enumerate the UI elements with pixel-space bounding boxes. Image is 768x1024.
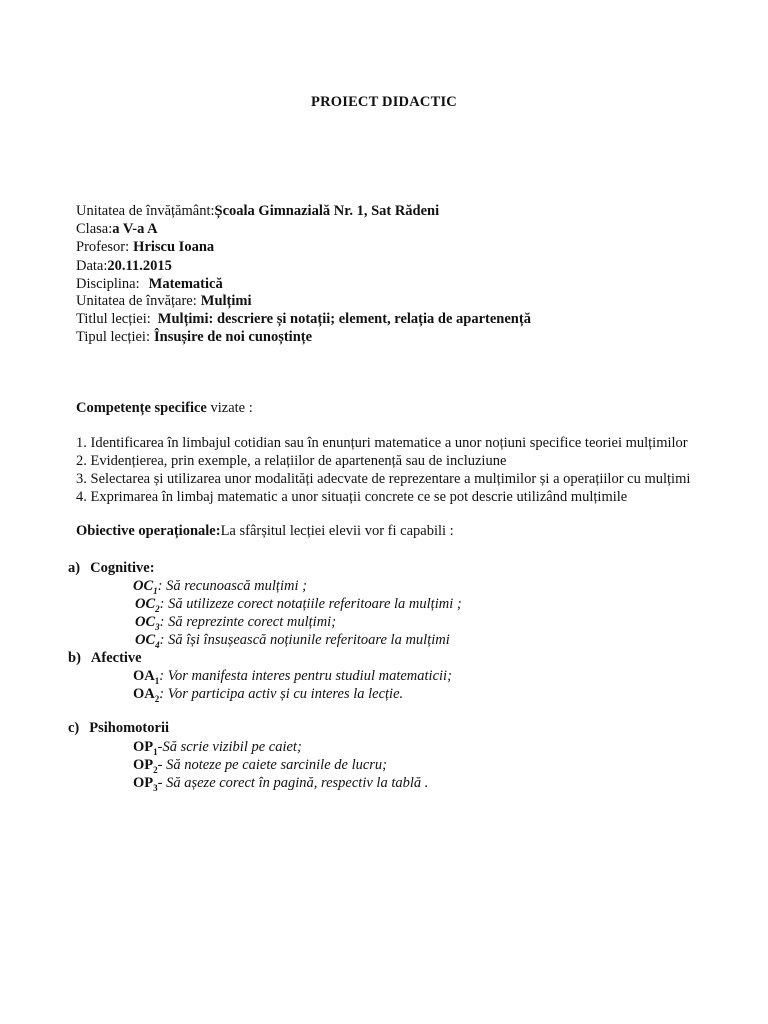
- info-unitate-invatare: [76, 292, 252, 310]
- obiectiv-text: : Vor participa activ și cu interes la lecție.: [159, 686, 404, 702]
- competenta-item: 3. Selectarea și utilizarea unor modalități adecvate de reprezentare a mulțimilor și a operațiilor cu mulțimi: [76, 471, 691, 487]
- info-data: [76, 257, 172, 275]
- obiectiv-text: : Să reprezinte corect mulțimi;: [159, 614, 337, 630]
- obiectiv-op1: [133, 738, 302, 756]
- info-profesor-label: Profesor:: [76, 239, 130, 255]
- info-disciplina-label: Disciplina:: [76, 276, 140, 292]
- obiective-c-marker: c): [68, 720, 80, 736]
- competenta-item: 2. Evidențierea, prin exemple, a relațiilor de apartenență sau de incluziune: [76, 453, 507, 469]
- competenta-item: 1. Identificarea în limbajul cotidian sau în enunțuri matematice a unor noțiuni specifice teoriei mulțimilor: [76, 435, 688, 451]
- obiectiv-sub: 1: [153, 746, 158, 757]
- obiective-b-title: Afective: [90, 650, 142, 666]
- obiectiv-oc4: [135, 631, 450, 649]
- obiectiv-sub: 1: [154, 675, 160, 686]
- info-profesor-value: Hriscu Ioana: [133, 239, 215, 255]
- competente-heading-rest: vizate :: [210, 400, 253, 416]
- obiectiv-code: OC: [135, 614, 156, 630]
- obiectiv-text: : Să recunoască mulțimi ;: [157, 578, 307, 594]
- info-unitate-invatare-label: Unitatea de învățare:: [76, 293, 197, 309]
- obiective-c-header: [68, 719, 169, 737]
- obiectiv-sub: 2: [153, 764, 158, 775]
- competente-heading-bold: Competențe specifice: [76, 400, 207, 416]
- info-clasa-value: a V-a A: [112, 221, 158, 237]
- obiective-b-header: [68, 649, 142, 667]
- obiectiv-oc3: [135, 613, 336, 631]
- info-profesor: [76, 238, 214, 256]
- info-titlul-value: Mulțimi: descriere și notații; element, relația de apartenență: [157, 311, 531, 327]
- info-clasa: [76, 220, 158, 238]
- obiective-b-marker: b): [68, 650, 81, 666]
- obiectiv-oc2: [135, 595, 462, 613]
- document-title: PROIECT DIDACTIC: [311, 94, 457, 110]
- info-disciplina-value: Matematică: [148, 276, 223, 292]
- obiective-heading-bold: Obiective operaționale:: [76, 523, 221, 539]
- info-clasa-label: Clasa:: [76, 221, 113, 237]
- obiective-a-title: Cognitive:: [90, 560, 155, 576]
- competente-heading: [76, 399, 253, 417]
- obiectiv-op3: [133, 774, 428, 792]
- obiectiv-text: -Să scrie vizibil pe caiet;: [157, 739, 302, 755]
- obiectiv-text: : Să își însușească noțiunile referitoare la mulțimi: [159, 632, 450, 648]
- obiectiv-sub: 3: [153, 782, 158, 793]
- obiective-heading: [76, 522, 454, 540]
- info-unitate: [76, 202, 439, 220]
- info-data-value: 20.11.2015: [107, 258, 172, 274]
- obiectiv-oa1: [133, 667, 452, 685]
- obiectiv-sub: 3: [155, 621, 160, 632]
- obiectiv-code: OA: [133, 668, 155, 684]
- obiective-a-header: [68, 559, 155, 577]
- obiectiv-sub: 1: [153, 585, 158, 596]
- obiectiv-op2: [133, 756, 387, 774]
- obiectiv-code: OP: [133, 739, 154, 755]
- info-unitate-value: Școala Gimnazială Nr. 1, Sat Rădeni: [214, 203, 440, 219]
- obiectiv-text: : Vor manifesta interes pentru studiul matematicii;: [159, 668, 452, 684]
- info-disciplina: [76, 275, 223, 293]
- obiectiv-code: OA: [133, 686, 155, 702]
- obiectiv-oa2: [133, 685, 403, 703]
- competenta-item: 4. Exprimarea în limbaj matematic a unor situații concrete ce se pot descrie utilizând mulțimile: [76, 489, 628, 505]
- obiectiv-sub: 2: [155, 603, 160, 614]
- info-tipul: [76, 328, 312, 346]
- obiectiv-code: OP: [133, 757, 154, 773]
- info-tipul-value: Însușire de noi cunoștințe: [153, 329, 313, 345]
- obiectiv-text: : Să utilizeze corect notațiile referitoare la mulțimi ;: [159, 596, 462, 612]
- info-unitate-invatare-value: Mulțimi: [200, 293, 252, 309]
- obiectiv-code: OC: [135, 596, 156, 612]
- obiectiv-code: OP: [133, 775, 154, 791]
- obiectiv-sub: 4: [155, 639, 160, 650]
- info-unitate-label: Unitatea de învățământ:: [76, 203, 215, 219]
- info-titlul: [76, 310, 531, 328]
- info-data-label: Data:: [76, 258, 108, 274]
- obiective-a-marker: a): [68, 560, 81, 576]
- obiectiv-sub: 2: [154, 693, 160, 704]
- info-tipul-label: Tipul lecției:: [76, 329, 150, 345]
- obiectiv-code: OC: [135, 632, 156, 648]
- obiective-c-title: Psihomotorii: [89, 720, 170, 736]
- obiectiv-code: OC: [133, 578, 154, 594]
- obiectiv-text: - Să noteze pe caiete sarcinile de lucru;: [157, 757, 388, 773]
- obiective-heading-rest: La sfârșitul lecției elevii vor fi capabili :: [220, 523, 454, 539]
- info-titlul-label: Titlul lecției:: [76, 311, 151, 327]
- obiectiv-text: - Să așeze corect în pagină, respectiv la tablă .: [157, 775, 429, 791]
- obiectiv-oc1: [133, 577, 307, 595]
